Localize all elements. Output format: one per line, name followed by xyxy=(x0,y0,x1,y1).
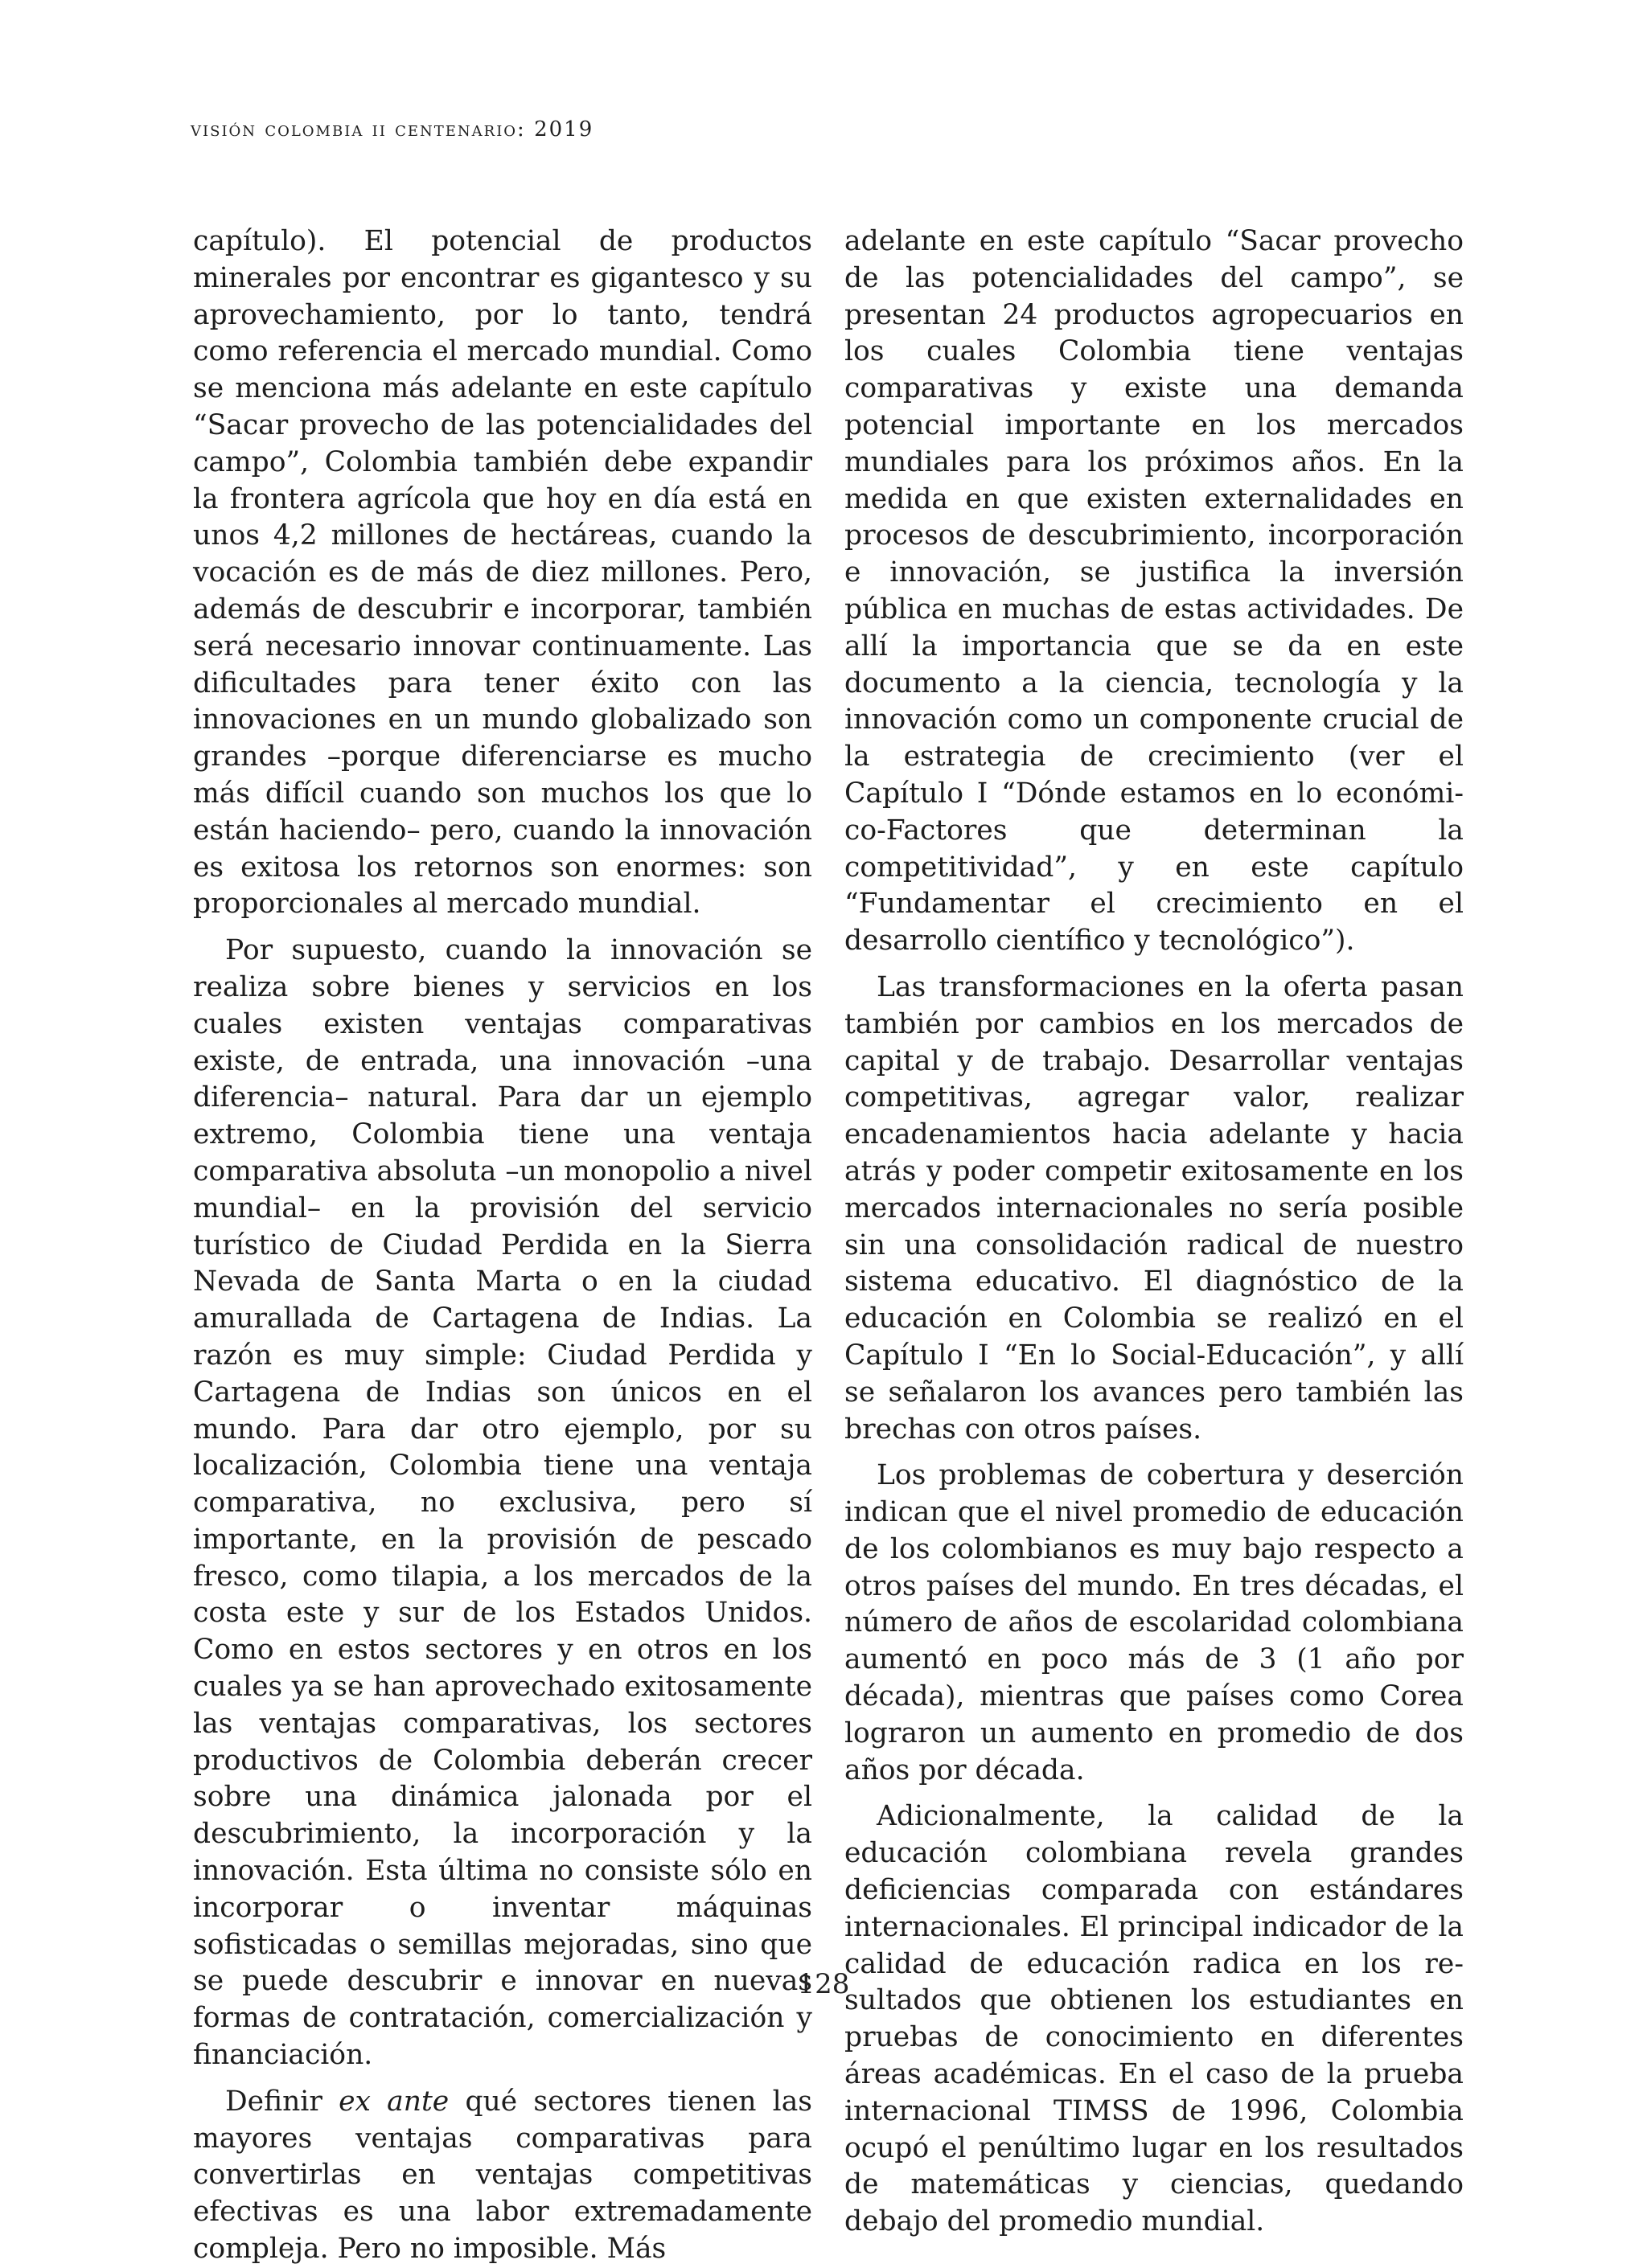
paragraph: Adicionalmente, la calidad de la educación colombiana revela grandes deficiencias comparada con estándares internacionales. El principal indicador de la calidad de educación radica en los resultados que obtienen los estudiantes en pruebas de conocimiento en diferentes áreas académicas. En el caso de la prueba internacional TIMSS de 1996, Colombia ocupó el penúltimo lugar en los resultados de matemáticas y ciencias, quedando debajo del promedio mundial. xyxy=(844,1800,1464,2238)
paragraph: Los problemas de cobertura y deserción indican que el nivel promedio de educación de los colombianos es muy bajo respecto a otros países del mundo. En tres décadas, el número de años de escolaridad colombiana aumentó en poco más de 3 (1 año por década), mientras que países como Corea lograron un aumento en promedio de dos años por década. xyxy=(844,1459,1464,1786)
paragraph: Las transformaciones en la oferta pasan también por cambios en los mercados de capital y de trabajo. Desarrollar ventajas competitivas, agregar valor, realizar encadenamientos hacia adelante y hacia atrás y poder competir exitosamente en los mercados internacionales no sería posible sin una consolidación radical de nuestro sistema educativo. El diagnóstico de la educación en Colombia se realizó en el Capítulo I “En lo Social-Educación”, y allí se señalaron los avances pero también las brechas con otros países. xyxy=(844,970,1464,1446)
running-header: visión colombia ii centenario: 2019 xyxy=(191,117,594,141)
left-text-column xyxy=(193,224,812,2268)
paragraph: Por supuesto, cuando la innovación se realiza sobre bienes y servicios en los cuales existen ventajas comparativas existe, de entrada, una innovación –una diferencia– natural. Para dar un ejemplo extremo, Colombia tiene una ventaja comparativa absoluta –un monopolio a nivel mundial– en la provisión del servicio turístico de Ciudad Perdida en la Sierra Nevada de Santa Marta o en la ciudad amurallada de Cartagena de Indias. La razón es muy simple: Ciudad Perdida y Cartagena de Indias son únicos en el mundo. Para dar otro ejemplo, por su localización, Colombia tiene una ventaja comparativa, no exclusiva, pero sí importante, en la provisión de pescado fresco, como tilapia, a los mercados de la costa este y sur de los Estados Unidos. Como en estos sectores y en otros en los cuales ya se han aprovechado exitosamente las ventajas comparativas, los sectores productivos de Colombia deberán crecer sobre una dinámica jalonada por el descubrimiento, la incorporación y la innovación. Esta última no consiste sólo en incorporar o inventar máquinas sofisticadas o semillas mejoradas, sino que se puede descubrir e innovar en nuevas formas de contratación, comercialización y financiación. xyxy=(193,934,812,2072)
italic-term: ex ante xyxy=(339,2085,450,2118)
page-number: 128 xyxy=(797,1968,850,2000)
paragraph-text: Definir xyxy=(225,2085,339,2118)
right-text-column xyxy=(844,224,1464,2241)
paragraph xyxy=(193,2084,812,2268)
paragraph-text: qué sectores tienen las mayores ventajas comparativas para convertirlas en ventajas competitivas efectivas es una labor extremadamente compleja. Pero no imposible. Más xyxy=(193,2085,812,2266)
paragraph: adelante en este capítulo “Sacar provecho de las potencialidades del campo”, se presentan 24 productos agropecuarios en los cuales Colombia tiene ventajas comparativas y existe una demanda potencial importante en los mercados mundiales para los próximos años. En la medida en que existen externalidades en procesos de descubrimiento, incorporación e innovación, se justifica la inversión pública en muchas de estas actividades. De allí la importancia que se da en este documento a la ciencia, tecnología y la innovación como un componente crucial de la estrategia de crecimiento (ver el Capítulo I “Dónde estamos en lo económico-Factores que determinan la competitividad”, y en este capítulo “Fundamentar el crecimiento en el desarrollo científico y tecnológico”). xyxy=(844,225,1464,958)
paragraph: capítulo). El potencial de productos minerales por encontrar es gigantesco y su aprovechamiento, por lo tanto, tendrá como referencia el mercado mundial. Como se menciona más adelante en este capítulo “Sacar provecho de las potencialidades del campo”, Colombia también debe expandir la frontera agrícola que hoy en día está en unos 4,2 millones de hectáreas, cuando la vocación es de más de diez millones. Pero, además de descubrir e incorporar, también será necesario innovar continuamente. Las dificultades para tener éxito con las innovaciones en un mundo globalizado son grandes –porque diferenciarse es mucho más difícil cuando son muchos los que lo están haciendo– pero, cuando la innovación es exitosa los retornos son enormes: son proporcionales al mercado mundial. xyxy=(193,225,812,921)
